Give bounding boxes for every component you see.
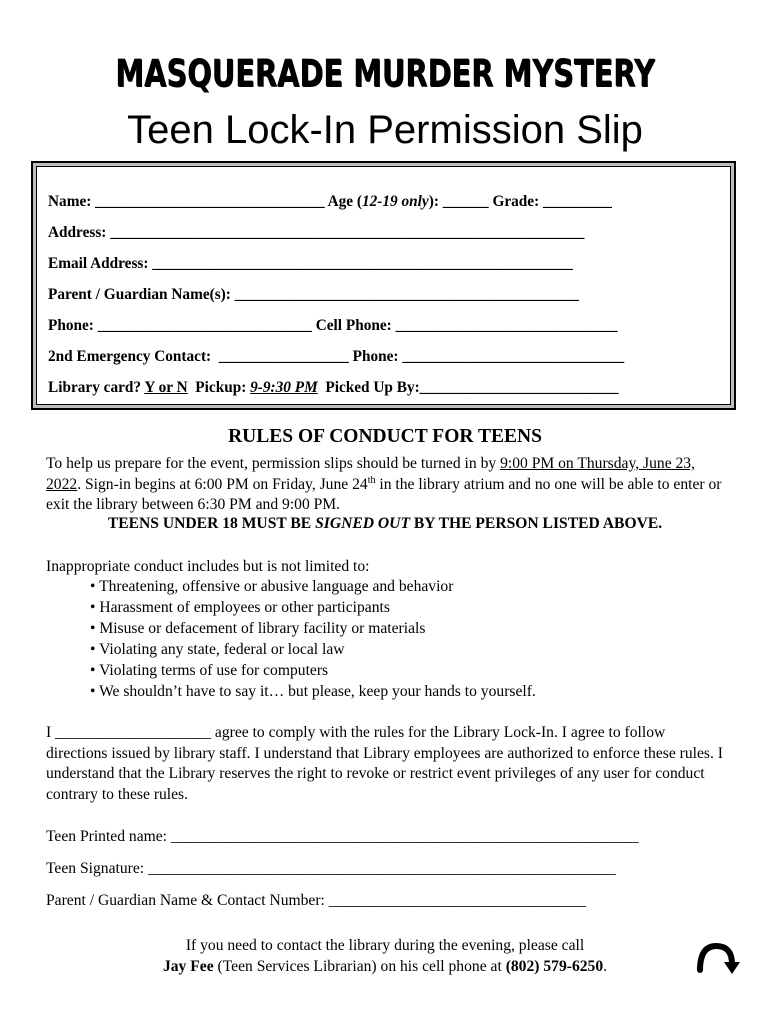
emergency-contact-field[interactable]: 2nd Emergency Contact: _________________ [48, 348, 353, 365]
address-field[interactable]: Address: ______________________________________________________________ [48, 224, 585, 241]
name-blank[interactable]: ______________________________ [91, 193, 328, 210]
name-label: Name: [48, 193, 92, 210]
librarian-name: Jay Fee [162, 958, 214, 975]
emergency-row[interactable] [37, 341, 730, 372]
list-item: • Violating terms of use for computers [90, 661, 536, 682]
agreement-paragraph[interactable]: I ____________________ agree to comply with the rules for the Library Lock-In. I agree to follow directions issued by library staff. I understand that Library employees are authorized to enforce these rules. I understand that the Library reserves the right to revoke or restrict event privileges of any user for conduct contrary to these rules. [46, 724, 723, 804]
cell-phone-field[interactable]: Cell Phone: _____________________________ [315, 317, 618, 334]
list-item: • Threatening, offensive or abusive language and behavior [90, 577, 536, 598]
phone-row[interactable] [37, 310, 730, 341]
age-blank[interactable]: ): ______ [428, 193, 493, 210]
turn-page-arrow-icon [692, 940, 742, 976]
teen-signature-field[interactable]: Teen Signature: ____________________________________________________________ [46, 860, 616, 877]
emergency-phone-field[interactable]: Phone: _____________________________ [352, 348, 625, 365]
email-field[interactable]: Email Address: _______________________________________________________ [48, 255, 573, 272]
deadline-text: 9:00 PM on Thursday, June 23, 2022 [46, 455, 695, 493]
phone-field[interactable]: Phone: ____________________________ [48, 317, 316, 334]
notice-emphasis: SIGNED OUT [315, 515, 410, 532]
list-item: • Harassment of employees or other participants [90, 598, 536, 619]
conduct-intro: Inappropriate conduct includes but is not limited to: [46, 558, 370, 575]
list-item: • Violating any state, federal or local law [90, 640, 536, 661]
participant-info-box [31, 161, 736, 410]
library-card-label: Library card? [48, 379, 145, 396]
contact-instructions: If you need to contact the library during the evening, please call [185, 937, 585, 954]
intro-text-1: To help us prepare for the event, permission slips should be turned in by [46, 455, 501, 472]
contact-details [0, 958, 770, 976]
parent-guardian-field[interactable]: Parent / Guardian Name(s): _____________________________________________ [48, 286, 579, 303]
rules-intro-paragraph [46, 454, 726, 516]
contact-end: . [603, 958, 608, 975]
library-card-row[interactable] [37, 372, 730, 403]
list-item: • We shouldn’t have to say it… but please, keep your hands to yourself. [90, 682, 536, 703]
participant-info-inner [36, 166, 731, 405]
library-card-choice[interactable]: Y or N [144, 379, 188, 396]
event-title: MASQUERADE MURDER MYSTERY [115, 52, 655, 95]
form-subtitle: Teen Lock-In Permission Slip [127, 108, 643, 152]
parent-contact-field[interactable]: Parent / Guardian Name & Contact Number: _________________________________ [46, 892, 587, 909]
list-item: • Misuse or defacement of library facility or materials [90, 619, 536, 640]
ordinal-suffix: th [367, 474, 376, 486]
intro-text-3: in the library atrium and no one will be able to enter or exit the library between 6:30 PM and 9:00 PM. [46, 475, 722, 514]
age-range: 12-19 only [362, 193, 429, 210]
pickup-time: 9-9:30 PM [250, 379, 318, 396]
notice-text-2: BY THE PERSON LISTED ABOVE. [409, 515, 663, 532]
librarian-phone: (802) 579-6250 [505, 958, 604, 975]
contact-mid-text: (Teen Services Librarian) on his cell phone at [213, 958, 506, 975]
picked-up-by-field[interactable]: Picked Up By:__________________________ [317, 379, 619, 396]
teen-printed-name-field[interactable]: Teen Printed name: ____________________________________________________________ [46, 828, 639, 845]
grade-field[interactable]: Grade: _________ [492, 193, 612, 210]
sign-out-notice [0, 515, 770, 533]
pickup-label: Pickup: [187, 379, 251, 396]
rules-heading: RULES OF CONDUCT FOR TEENS [228, 426, 542, 447]
name-age-grade-row[interactable] [37, 186, 730, 217]
age-label: Age ( [327, 193, 362, 210]
conduct-list [90, 577, 536, 702]
notice-text-1: TEENS UNDER 18 MUST BE [107, 515, 316, 532]
intro-text-2: . Sign-in begins at 6:00 PM on Friday, June 24 [77, 475, 368, 493]
